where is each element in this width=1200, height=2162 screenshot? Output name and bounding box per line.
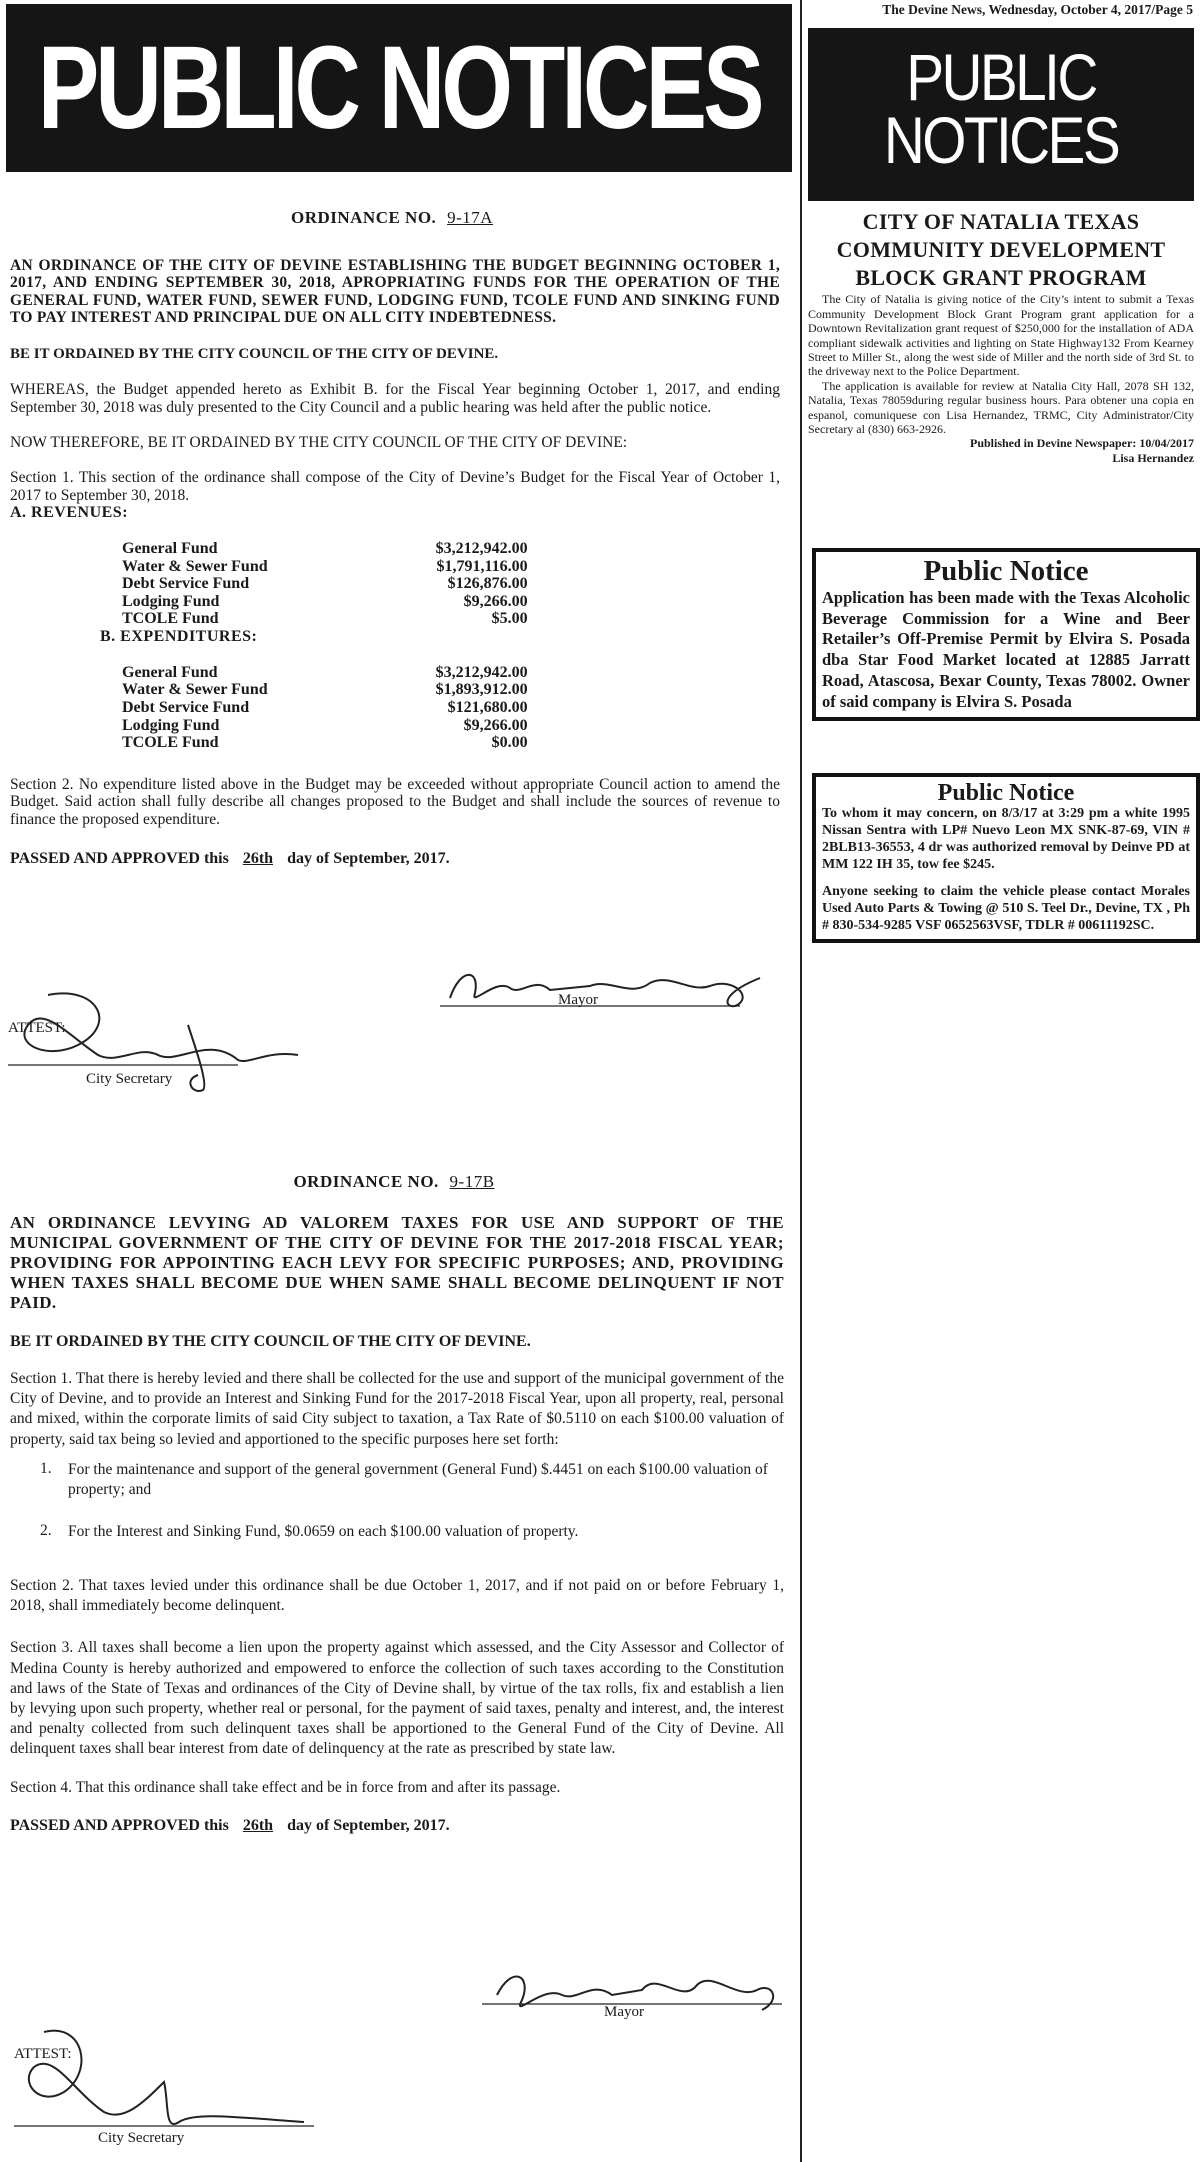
- fund-amount: $5.00: [491, 610, 528, 628]
- expenditures-heading: B. EXPENDITURES:: [100, 627, 258, 645]
- fund-amount: $3,212,942.00: [435, 663, 528, 681]
- ordinance-a-number: [10, 208, 780, 227]
- ordinance-b-number: [10, 1172, 784, 1191]
- ordinance-b-attest: [14, 2022, 314, 2152]
- ordinance-a-whereas: WHEREAS, the Budget appended hereto as Exhibit B. for the Fiscal Year beginning October 1, 2017, and ending September 30, 2018 was duly presented to the City Council and a public hearing was held after the public notice.: [10, 381, 780, 416]
- ordinance-a-ordained: BE IT ORDAINED BY THE CITY COUNCIL OF THE CITY OF DEVINE.: [10, 346, 499, 363]
- ordinance-a-section-2: Section 2. No expenditure listed above in the Budget may be exceeded without appropriate Council action to amend the Budget. Said action shall fully describe all changes proposed to the Budget and shall include the sources of revenue to finance the proposed expenditure.: [10, 775, 780, 828]
- fund-name: TCOLE Fund: [122, 734, 219, 752]
- fund-name: Debt Service Fund: [122, 575, 250, 593]
- public-notices-banner-small: [808, 28, 1194, 201]
- newspaper-masthead: The Devine News, Wednesday, October 4, 2017/Page 5: [882, 2, 1193, 17]
- attest-label: ATTEST:: [8, 1020, 66, 1036]
- ordinance-number-value: 9-17A: [447, 208, 494, 227]
- passed-prefix: PASSED AND APPROVED this: [10, 1816, 229, 1834]
- natalia-published-line: Published in Devine Newspaper: 10/04/2017: [969, 436, 1194, 451]
- ordinance-number-value: 9-17B: [449, 1172, 495, 1191]
- budget-row: [122, 734, 528, 752]
- attest-label: ATTEST:: [14, 2046, 72, 2062]
- budget-row: [122, 610, 528, 628]
- budget-row: [122, 664, 528, 682]
- list-item-number: 1.: [40, 1459, 52, 1477]
- mayor-label: Mayor: [558, 992, 598, 1008]
- ordinance-number-label: ORDINANCE NO.: [293, 1172, 439, 1191]
- ordinance-a-title: AN ORDINANCE OF THE CITY OF DEVINE ESTABLISHING THE BUDGET BEGINNING OCTOBER 1, 2017, AND ENDING SEPTEMBER 30, 2018, APROPRIATING FUNDS FOR THE OPERATION OF THE GENERAL FUND, WATER FUND, SEWER FUND, LODGING FUND, TCOLE FUND AND SINKING FUND TO PAY INTEREST AND PRINCIPAL DUE ON ALL CITY INDEBTEDNESS.: [10, 257, 780, 327]
- fund-amount: $0.00: [491, 734, 528, 752]
- natalia-notice-body: [808, 292, 1194, 436]
- fund-amount: $9,266.00: [463, 716, 528, 734]
- ordinance-a-mayor-signature: [440, 958, 770, 1018]
- fund-name: TCOLE Fund: [122, 610, 219, 628]
- ordinance-b: [10, 1172, 784, 1835]
- tabc-public-notice: [812, 548, 1200, 721]
- banner-title: [835, 28, 1167, 178]
- ordinance-a-section-1: Section 1. This section of the ordinance shall compose of the City of Devine’s Budget for the Fiscal Year of October 1, 2017 to September 30, 2018.: [10, 469, 780, 504]
- fund-amount: $3,212,942.00: [435, 539, 528, 557]
- fund-amount: $9,266.00: [463, 592, 528, 610]
- vehicle-notice-title: Public Notice: [937, 780, 1075, 806]
- list-item-text: For the Interest and Sinking Fund, $0.0659 on each $100.00 valuation of property.: [68, 1523, 579, 1541]
- natalia-paragraph-1: The City of Natalia is giving notice of the City’s intent to submit a Texas Community Development Block Grant Program grant application for a Downtown Revitalization grant request of $250,000 for the installation of ADA compliant sidewalk activities and lighting on State Highway132 From Kearney Street to Miller St., along the west side of Miller and the north side of 3rd St. to the driveway next to the Police Department.: [808, 292, 1194, 379]
- ordinance-b-title: AN ORDINANCE LEVYING AD VALOREM TAXES FOR USE AND SUPPORT OF THE MUNICIPAL GOVERNMENT OF THE CITY OF DEVINE FOR THE 2017-2018 FISCAL YEAR; PROVIDING FOR APPOINTING EACH LEVY FOR SPECIFIC PURPOSES; AND, PROVIDING WHEN TAXES SHALL BECOME DUE WHEN SAME SHALL BECOME DELINQUENT IF NOT PAID.: [10, 1213, 784, 1313]
- list-item-number: 2.: [40, 1522, 52, 1540]
- list-item: [40, 1460, 784, 1500]
- ordinance-b-ordained: BE IT ORDAINED BY THE CITY COUNCIL OF THE CITY OF DEVINE.: [10, 1333, 531, 1351]
- passed-prefix: PASSED AND APPROVED this: [10, 849, 229, 867]
- passed-day: 26th: [242, 849, 274, 867]
- budget-row: [122, 717, 528, 735]
- tabc-notice-title: Public Notice: [923, 555, 1089, 587]
- fund-name: Lodging Fund: [122, 716, 220, 734]
- passed-suffix: day of September, 2017.: [287, 849, 450, 867]
- ordinance-a-attest: [8, 985, 308, 1095]
- fund-name: Water & Sewer Fund: [122, 557, 268, 575]
- fund-name: Debt Service Fund: [122, 699, 250, 717]
- fund-name: Lodging Fund: [122, 592, 220, 610]
- city-secretary-label: City Secretary: [98, 2130, 185, 2146]
- budget-row: [122, 575, 528, 593]
- budget-row: [122, 558, 528, 576]
- revenues-heading: A. REVENUES:: [10, 504, 129, 522]
- revenues-table: [122, 540, 528, 628]
- public-notices-banner: [6, 4, 792, 172]
- ordinance-number-label: ORDINANCE NO.: [290, 208, 437, 227]
- fund-name: Water & Sewer Fund: [122, 681, 268, 699]
- ordinance-b-section-2: Section 2. That taxes levied under this ordinance shall be due October 1, 2017, and if not paid on or before February 1, 2018, shall immediately become delinquent.: [10, 1577, 784, 1615]
- city-secretary-label: City Secretary: [86, 1071, 173, 1087]
- natalia-paragraph-2: The application is available for review at Natalia City Hall, 2078 SH 132, Natalia, Texas 78059during regular business hours. Para obtener una copia en espanol, comuniquese con Lisa Hernandez, TRMC, City Administrator/City Secretary al (830) 663-2926.: [808, 378, 1194, 436]
- fund-name: General Fund: [122, 539, 218, 557]
- column-divider: [800, 0, 802, 2162]
- natalia-notice-title: CITY OF NATALIA TEXAS COMMUNITY DEVELOPMENT BLOCK GRANT PROGRAM: [836, 209, 1166, 291]
- banner-line-1: PUBLIC: [906, 40, 1096, 114]
- banner-line-2: NOTICES: [883, 103, 1119, 178]
- ordinance-b-section-3: Section 3. All taxes shall become a lien upon the property against which assessed, and the City Assessor and Collector of Medina County is hereby authorized and empowered to enforce the collection of such taxes according to the Constitution and laws of the State of Texas and ordinances of the City of Devine shall, by virtue of the tax rolls, fix and establish a lien by levying upon such property, whether real or personal, for the payment of said taxes, penalty and interest, and, the interest and penalty collected from such delinquent taxes shall be apportioned to the General Fund of the City of Devine. All delinquent taxes shall bear interest from date of delinquency at the rate as prescribed by state law.: [10, 1639, 784, 1758]
- ordinance-a-now-therefore: NOW THEREFORE, BE IT ORDAINED BY THE CITY COUNCIL OF THE CITY OF DEVINE:: [10, 433, 628, 451]
- fund-amount: $121,680.00: [447, 699, 528, 717]
- fund-name: General Fund: [122, 663, 218, 681]
- ordinance-b-section-4: Section 4. That this ordinance shall take effect and be in force from and after its passage.: [10, 1779, 561, 1797]
- vehicle-public-notice: [812, 773, 1200, 943]
- budget-row: [122, 593, 528, 611]
- fund-amount: $126,876.00: [447, 575, 528, 593]
- expenditures-table: [122, 664, 528, 752]
- mayor-label: Mayor: [604, 2004, 644, 2020]
- list-item: [40, 1522, 784, 1542]
- budget-row: [122, 681, 528, 699]
- budget-row: [122, 699, 528, 717]
- vehicle-notice-body-1: To whom it may concern, on 8/3/17 at 3:29 pm a white 1995 Nissan Sentra with LP# Nuevo Leon MX SNK-87-69, VIN # 2BLB13-36553, 4 dr was authorized removal by Deinve PD at MM 122 IH 35, tow fee $245.: [822, 806, 1190, 873]
- fund-amount: $1,893,912.00: [435, 681, 528, 699]
- fund-amount: $1,791,116.00: [436, 557, 528, 575]
- banner-title: PUBLIC NOTICES: [37, 22, 761, 154]
- ordinance-b-mayor-signature: [482, 1960, 792, 2030]
- mayor-signature-graphic: [440, 958, 770, 1018]
- ordinance-a-passed: [10, 850, 780, 868]
- natalia-grant-notice: [808, 208, 1194, 465]
- levy-purpose-list: [40, 1460, 784, 1542]
- passed-day: 26th: [242, 1816, 274, 1834]
- list-item-text: For the maintenance and support of the general government (General Fund) $.4451 on each $100.00 valuation of property; and: [68, 1460, 768, 1498]
- ordinance-b-passed: [10, 1817, 784, 1835]
- natalia-signer: Lisa Hernandez: [1112, 450, 1194, 465]
- tabc-notice-body: Application has been made with the Texas Alcoholic Beverage Commission for a Wine and Beer Retailer’s Off-Premise Permit by Elvira S. Posada dba Star Food Market located at 12885 Jarratt Road, Atascosa, Bexar County, Texas 78002. Owner of said company is Elvira S. Posada: [822, 587, 1190, 711]
- vehicle-notice-body-2: Anyone seeking to claim the vehicle please contact Morales Used Auto Parts & Towing @ 510 S. Teel Dr., Devine, TX , Ph # 830-534-9285 VSF 0652563VSF, TDLR # 00611192SC.: [822, 884, 1190, 934]
- passed-suffix: day of September, 2017.: [287, 1816, 450, 1834]
- ordinance-a: [10, 208, 780, 868]
- budget-row: [122, 540, 528, 558]
- ordinance-b-section-1: Section 1. That there is hereby levied and there shall be collected for the use and support of the municipal government of the City of Devine, and to provide an Interest and Sinking Fund for the 2017-2018 Fiscal Year, upon all property, real, personal and mixed, within the corporate limits of said City subject to taxation, a Tax Rate of $0.5110 on each $100.00 valuation of property, said tax being so levied and apportioned to the specific purposes here set forth:: [10, 1370, 784, 1448]
